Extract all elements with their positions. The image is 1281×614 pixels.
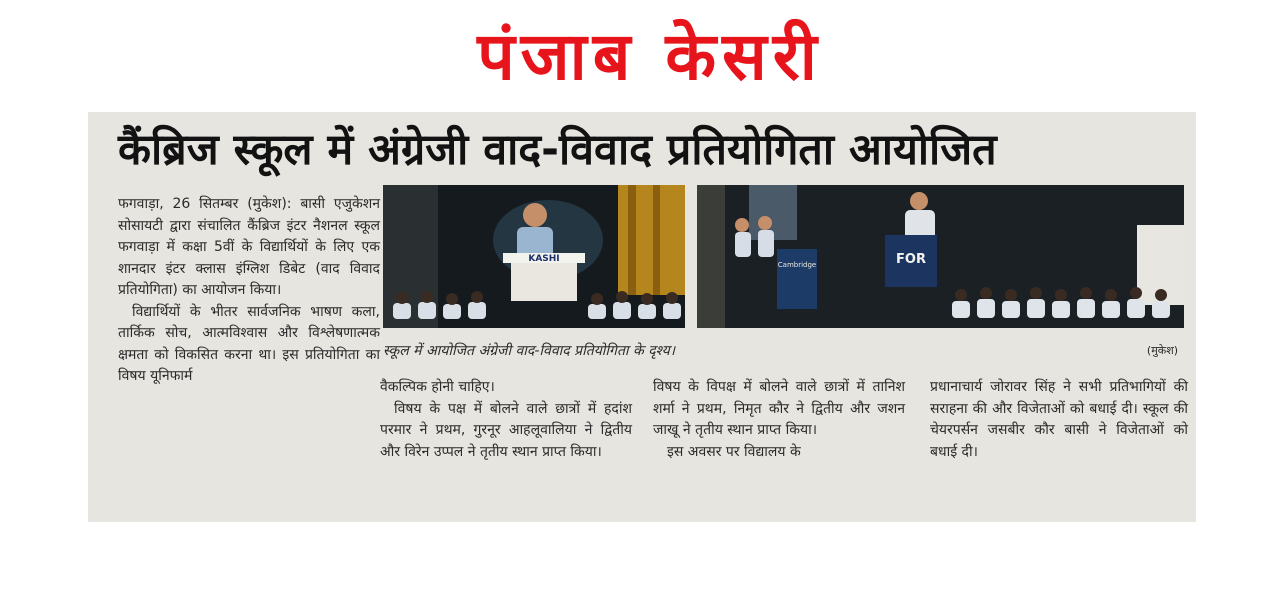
article-headline: कैंब्रिज स्कूल में अंग्रेजी वाद-विवाद प्रतियोगिता आयोजित (118, 125, 997, 175)
news-clipping (88, 112, 1196, 522)
column-3 (653, 377, 905, 463)
debate-photo-right (697, 185, 1184, 328)
paragraph-principal: प्रधानाचार्य जोरावर सिंह ने सभी प्रतिभागियों की सराहना की और विजेताओं को बधाई दी। स्कूल की चेयरपर्सन जसबीर कौर बासी ने विजेताओं को बधाई दी। (930, 379, 1188, 460)
column-1 (118, 194, 380, 514)
podium-sign-center: Cambridge (777, 261, 817, 269)
photo-credit: (मुकेश) (1146, 344, 1178, 357)
column-4 (930, 377, 1188, 463)
masthead-title: पंजाब केसरी (477, 18, 823, 95)
paragraph-occasion: इस अवसर पर विद्यालय के (667, 443, 801, 460)
photo-caption: स्कूल में आयोजित अंग्रेजी वाद-विवाद प्रतियोगिता के दृश्य। (383, 343, 676, 359)
paragraph-purpose: विद्यार्थियों के भीतर सार्वजनिक भाषण कला, तार्किक सोच, आत्मविश्वास और विश्लेषणात्मक क्षमता को विकसित करना था। इस प्रतियोगिता का विषय यूनिफार्म (118, 303, 380, 384)
debate-photo-left-image (383, 185, 685, 328)
debate-photo-right-image (697, 185, 1184, 328)
dateline: फगवाड़ा, 26 सितम्बर (मुकेश): (118, 196, 292, 212)
paragraph-favor-winners: विषय के पक्ष में बोलने वाले छात्रों में हदांश परमार ने प्रथम, गुरनूर आहलूवालिया ने द्वितीय और विरेन उप्पल ने तृतीय स्थान प्राप्त किया। (380, 400, 632, 460)
podium-sign-left: KASHI (528, 254, 560, 264)
paragraph-intro: बासी एजुकेशन सोसायटी द्वारा संचालित कैंब्रिज इंटर नैशनल स्कूल फगवाड़ा में कक्षा 5वीं के विद्यार्थियों के लिए एक शानदार इंटर क्लास इंग्लिश डिबेट (वाद विवाद प्रतियोगिता) का आयोजन किया। (118, 196, 380, 298)
paragraph-topic-end: वैकल्पिक होनी चाहिए। (380, 379, 495, 395)
podium-sign-right: FOR (896, 252, 926, 267)
paragraph-against-winners: विषय के विपक्ष में बोलने वाले छात्रों में तानिश शर्मा ने प्रथम, निमृत कौर ने द्वितीय और जशन जाखू ने तृतीय स्थान प्राप्त किया। (653, 379, 905, 438)
debate-photo-left (383, 185, 685, 328)
column-2 (380, 377, 632, 463)
